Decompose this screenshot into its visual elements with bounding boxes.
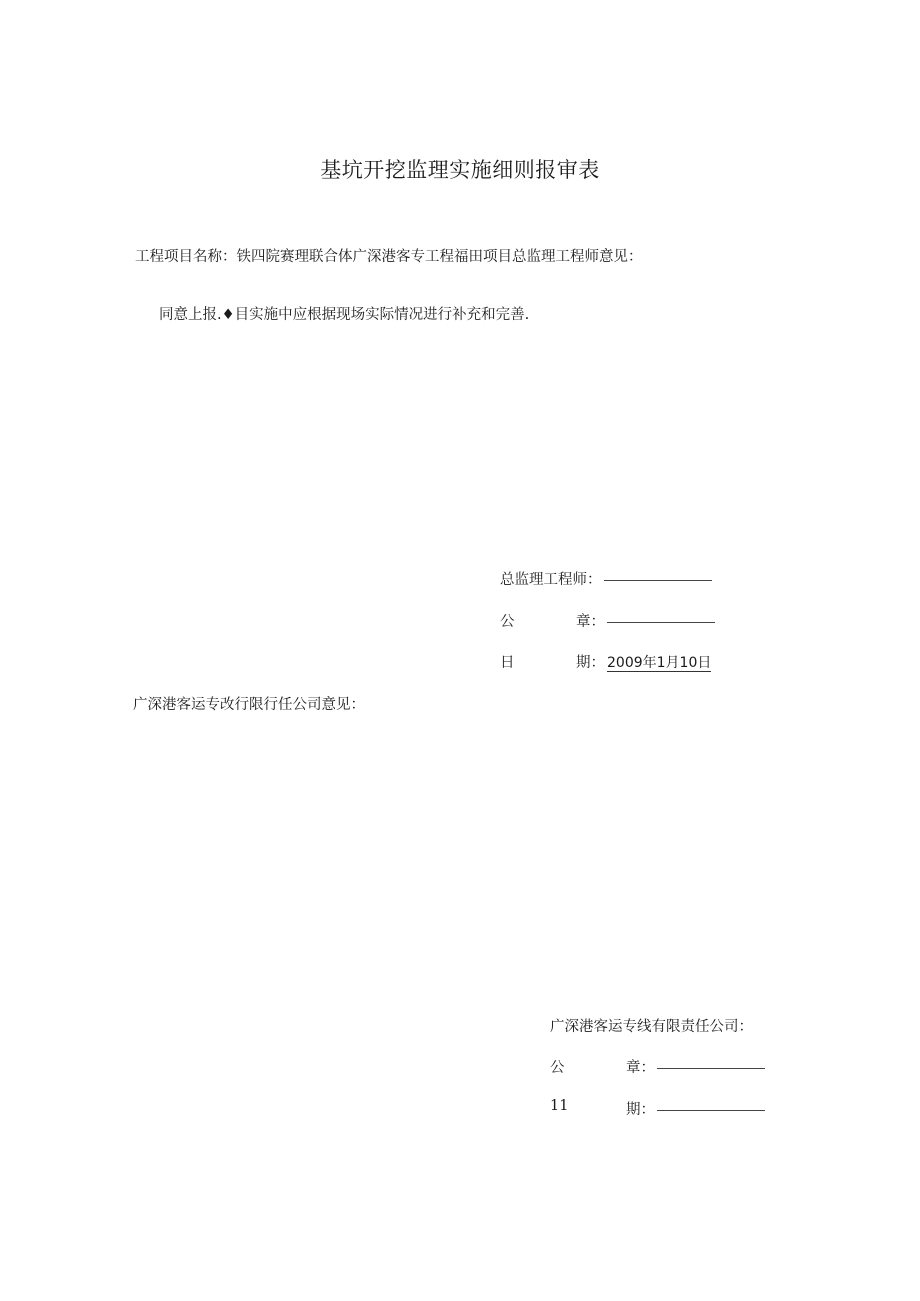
company-seal-line: [657, 1067, 765, 1069]
chief-engineer-row: [500, 568, 712, 589]
company-seal-label-left: 公: [550, 1060, 565, 1076]
seal-label-right: 章：: [576, 610, 715, 631]
chief-engineer-signature-line: [604, 579, 712, 581]
company-date-row: [550, 1098, 780, 1120]
supervisor-seal-line: [607, 621, 715, 623]
company-name-row: 广深港客运专线有限责任公司：: [550, 1019, 753, 1035]
supervisor-date-row: [500, 651, 730, 673]
company-date-label-right: 期：: [626, 1098, 765, 1119]
company-opinion-label: 广深港客运专改行限行任公司意见：: [133, 697, 365, 713]
company-date-label-left: 11: [550, 1098, 569, 1114]
supervisor-seal-row: [500, 610, 730, 632]
supervisor-opinion-text: 同意上报.♦目实施中应根据现场实际情况进行补充和完善.: [159, 307, 530, 323]
company-seal-row: [550, 1056, 780, 1078]
supervisor-date-value: 2009年1月10日: [607, 655, 712, 671]
chief-engineer-label: 总监理工程师：: [500, 572, 602, 588]
company-date-line: [657, 1109, 765, 1111]
project-name-line: 工程项目名称：铁四院赛理联合体广深港客专工程福田项目总监理工程师意见：: [135, 249, 643, 265]
date-label-left: 日: [500, 655, 515, 671]
document-title: 基坑开挖监理实施细则报审表: [320, 158, 600, 182]
company-seal-label-right: 章：: [626, 1056, 765, 1077]
seal-label-left: 公: [500, 614, 515, 630]
date-label-right: 期： 2009年1月10日: [576, 655, 712, 671]
